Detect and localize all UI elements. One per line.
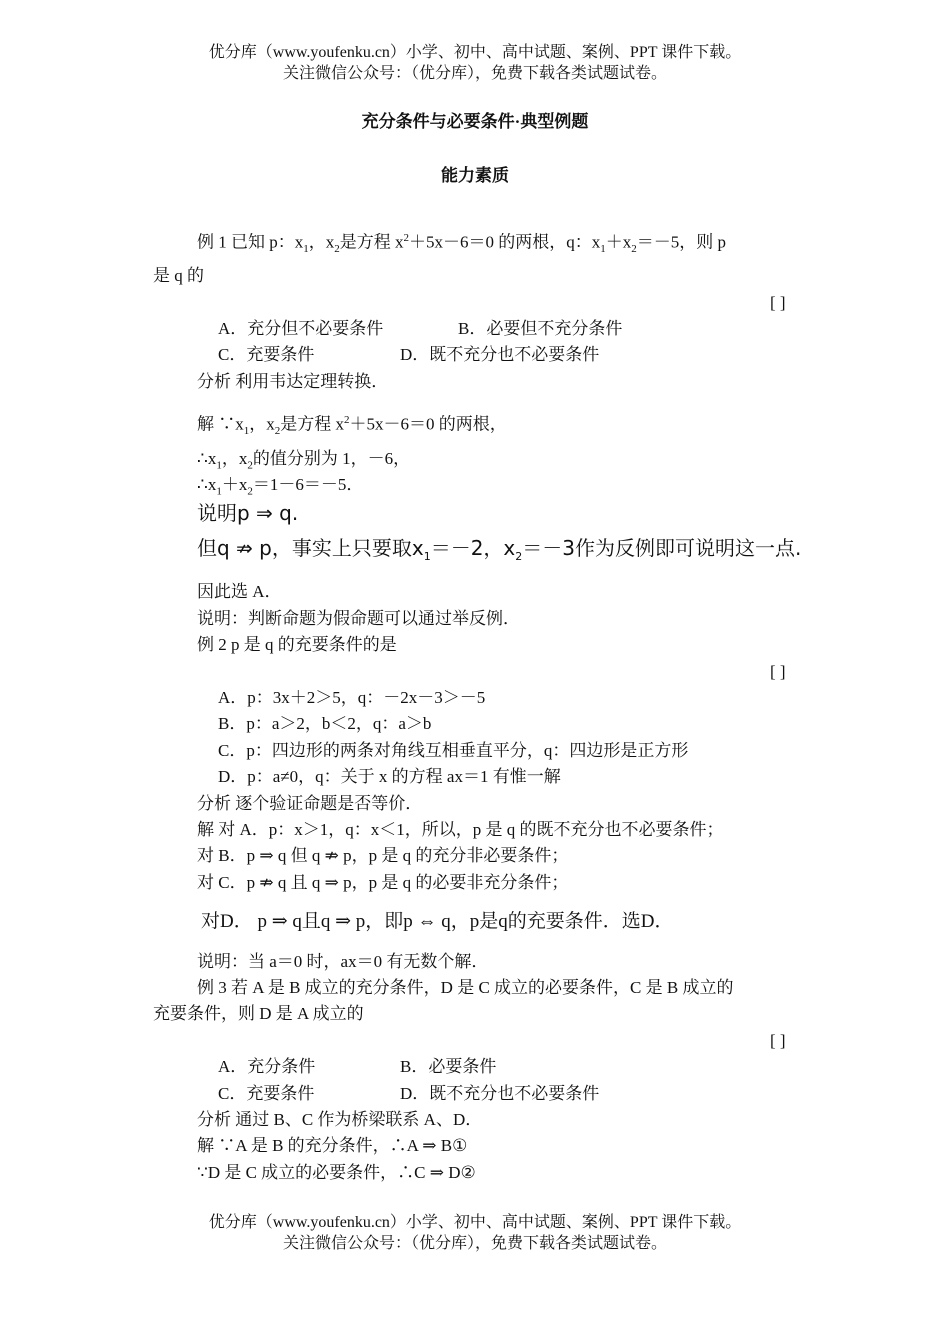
ex3-intro: 例 3 若 A 是 B 成立的充分条件，D 是 C 成立的必要条件，C 是 B 成立的 [197, 978, 734, 997]
ex3-intro-line2: 充要条件，则 D 是 A 成立的 [153, 1004, 364, 1023]
ex2-option-c: C．p：四边形的两条对角线互相垂直平分，q：四边形是正方形 [218, 741, 689, 760]
ex3-option-d: D．既不充分也不必要条件 [400, 1084, 600, 1103]
ex3-analysis: 分析 通过 B、C 作为桥梁联系 A、D． [197, 1110, 483, 1129]
ex2-option-a: A．p：3x＋2＞5，q：－2x－3＞－5 [218, 688, 486, 707]
ex2-note: 说明：当 a＝0 时，ax＝0 有无数个解． [197, 952, 489, 971]
ex1-solution-2: $\therefore x_1$，$x_2$的值分别为 1，－6， [197, 449, 411, 472]
header-line-1: 优分库（www.youfenku.cn）小学、初中、高中试题、案例、PPT 课件下载。 [208, 44, 742, 61]
ex1-option-b: B．必要但不充分条件 [458, 319, 623, 338]
ex2-answer-bracket: [ ] [770, 662, 786, 681]
ex2-analysis: 分析 逐个验证命题是否等价． [197, 794, 423, 813]
ex2-option-d: D．p：a≠0，q：关于 x 的方程 ax＝1 有惟一解 [218, 767, 561, 786]
ex2-option-b: B．p：a＞2，b＜2，q：a＞b [218, 714, 432, 733]
ex1-intro: 例 1 已知 p：$x_1$，$x_2$是方程 $x^2+5x-6=0$ 的两根，q：$x_1+x_2=-5$，则 p [197, 232, 726, 256]
ex3-option-a: A．充分条件 [218, 1057, 316, 1076]
ex2-solution-b: 对 B．p ⇒ q 但 q ⇏ p，p 是 q 的充分非必要条件； [197, 846, 569, 865]
ex2-solution-a: 解 对 A．p：x＞1，q：x＜1，所以，p 是 q 的既不充分也不必要条件； [197, 820, 724, 839]
ex1-solution-4: 说明p ⇒ q. [197, 501, 299, 525]
section-title: 能力素质 [441, 166, 509, 185]
ex1-analysis: 分析 利用韦达定理转换． [197, 372, 389, 391]
ex1-option-d: D．既不充分也不必要条件 [400, 345, 600, 364]
ex3-option-b: B．必要条件 [400, 1057, 497, 1076]
ex2-solution-d: 对D． p ⇒ q且q ⇒ p，即p ⇔ q，p是q的充要条件．选D． [201, 911, 674, 932]
footer-line-2: 关注微信公众号：（优分库），免费下载各类试题试卷。 [282, 1235, 667, 1252]
ex1-answer-bracket: [ ] [770, 293, 786, 312]
ex1-option-c: C．充要条件 [218, 345, 315, 364]
header-line-2: 关注微信公众号：（优分库），免费下载各类试题试卷。 [282, 65, 667, 82]
ex1-intro-line2: 是 q 的 [153, 266, 204, 285]
page-title: 充分条件与必要条件·典型例题 [361, 112, 589, 131]
ex2-solution-c: 对 C．p ⇏ q 且 q ⇒ p，p 是 q 的必要非充分条件； [197, 873, 569, 892]
ex3-option-c: C．充要条件 [218, 1084, 315, 1103]
ex1-solution-1: 解 $\because x_1$，$x_2$是方程 $x^2+5x-6=0$ 的两根， [197, 414, 507, 438]
ex1-conclusion: 因此选 A． [197, 582, 282, 601]
ex2-intro: 例 2 p 是 q 的充要条件的是 [197, 635, 397, 654]
footer-line-1: 优分库（www.youfenku.cn）小学、初中、高中试题、案例、PPT 课件下载。 [208, 1214, 742, 1231]
ex3-solution-2: ∵D 是 C 成立的必要条件，∴C ⇒ D② [197, 1163, 476, 1182]
ex3-solution-1: 解 ∵A 是 B 的充分条件，∴A ⇒ B① [197, 1136, 468, 1155]
ex1-note: 说明：判断命题为假命题可以通过举反例． [197, 609, 520, 628]
ex1-option-a: A．充分但不必要条件 [218, 319, 384, 338]
ex1-solution-5: 但q ⇏ p，事实上只要取$x_1=-2$，$x_2=-3$作为反例即可说明这一点. [197, 536, 802, 563]
ex3-answer-bracket: [ ] [770, 1031, 786, 1050]
ex1-solution-3: $\therefore x_1+x_2=1-6=-5$． [197, 475, 364, 498]
